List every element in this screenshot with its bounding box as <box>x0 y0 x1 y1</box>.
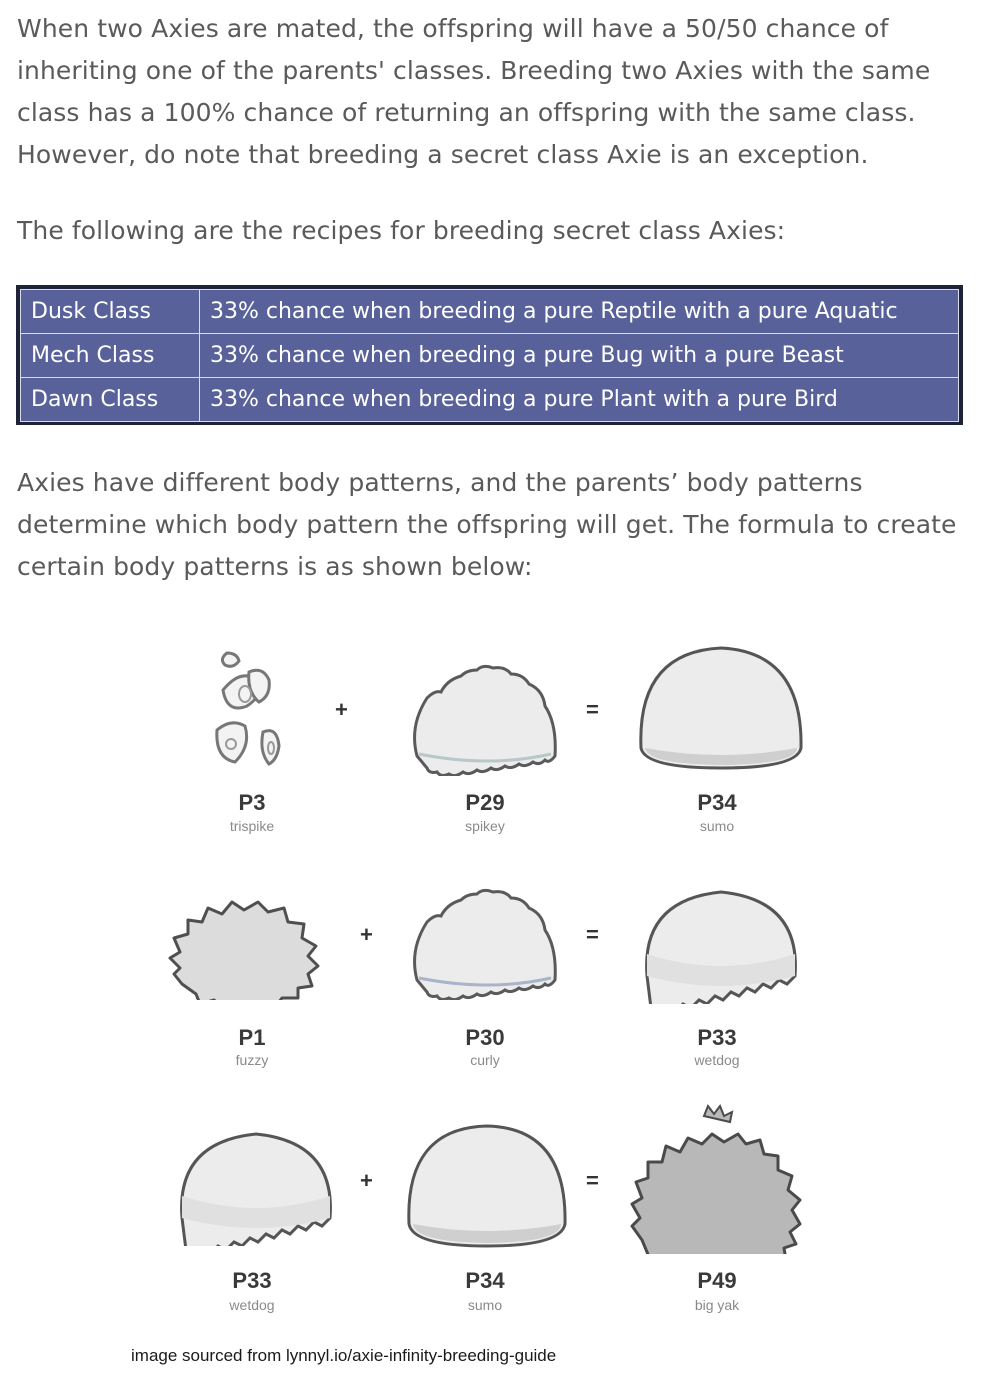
class-cell: Dusk Class <box>21 290 200 334</box>
recipe-cell: 33% chance when breeding a pure Plant with a pure Bird <box>200 378 959 422</box>
pattern-name: sumo <box>467 1297 503 1313</box>
pattern-name: wetdog <box>694 1052 740 1068</box>
table-row <box>21 334 959 378</box>
pattern-code: P29 <box>465 790 505 815</box>
patterns-intro-paragraph: Axies have different body patterns, and the parents’ body patterns determine which body pattern the offspring will get. The formula to create certain body patterns is as shown below: <box>17 468 957 581</box>
wetdog-pattern-icon <box>172 1122 340 1246</box>
pattern-code: P3 <box>238 790 266 815</box>
intro-paragraph: When two Axies are mated, the offspring will have a 50/50 chance of inheriting one of the parents' classes. Breeding two Axies with the same class has a 100% chance of returning an offspring with the same class. However, do note that breeding a secret class Axie is an exception. <box>17 14 931 169</box>
pattern-name: spikey <box>465 818 505 834</box>
recipe-cell: 33% chance when breeding a pure Bug with a pure Beast <box>200 334 959 378</box>
table-row <box>21 378 959 422</box>
pattern-code: P49 <box>697 1268 737 1293</box>
secret-class-table <box>16 285 963 425</box>
wetdog-pattern-icon <box>637 880 805 1004</box>
pattern-name: curly <box>470 1052 500 1068</box>
curly-pattern-icon <box>405 882 565 1000</box>
equals-sign: = <box>586 697 599 722</box>
pattern-name: big yak <box>694 1297 740 1313</box>
pattern-name: wetdog <box>229 1297 275 1313</box>
class-cell: Mech Class <box>21 334 200 378</box>
pattern-name: sumo <box>699 818 735 834</box>
plus-sign: + <box>335 697 348 722</box>
equals-sign: = <box>586 922 599 947</box>
plus-sign: + <box>360 1168 373 1193</box>
pattern-code: P30 <box>465 1025 505 1050</box>
pattern-code: P1 <box>238 1025 266 1050</box>
image-caption: image sourced from lynnyl.io/axie-infinity-breeding-guide <box>131 1346 557 1365</box>
sumo-pattern-icon <box>637 644 805 774</box>
spikey-pattern-icon <box>405 658 565 776</box>
class-cell: Dawn Class <box>21 378 200 422</box>
table-row <box>21 290 959 334</box>
pattern-code: P34 <box>465 1268 505 1293</box>
big-yak-pattern-icon <box>628 1102 820 1254</box>
trispike-pattern-icon <box>205 648 295 778</box>
pattern-name: fuzzy <box>235 1052 269 1068</box>
pattern-code: P33 <box>697 1025 737 1050</box>
pattern-code: P33 <box>232 1268 272 1293</box>
sumo-pattern-icon <box>405 1122 570 1250</box>
pattern-name: trispike <box>229 818 275 834</box>
fuzzy-pattern-icon <box>168 880 336 1000</box>
recipe-cell: 33% chance when breeding a pure Reptile with a pure Aquatic <box>200 290 959 334</box>
plus-sign: + <box>360 922 373 947</box>
recipes-intro-paragraph: The following are the recipes for breeding secret class Axies: <box>17 216 786 245</box>
pattern-code: P34 <box>697 790 737 815</box>
equals-sign: = <box>586 1168 599 1193</box>
